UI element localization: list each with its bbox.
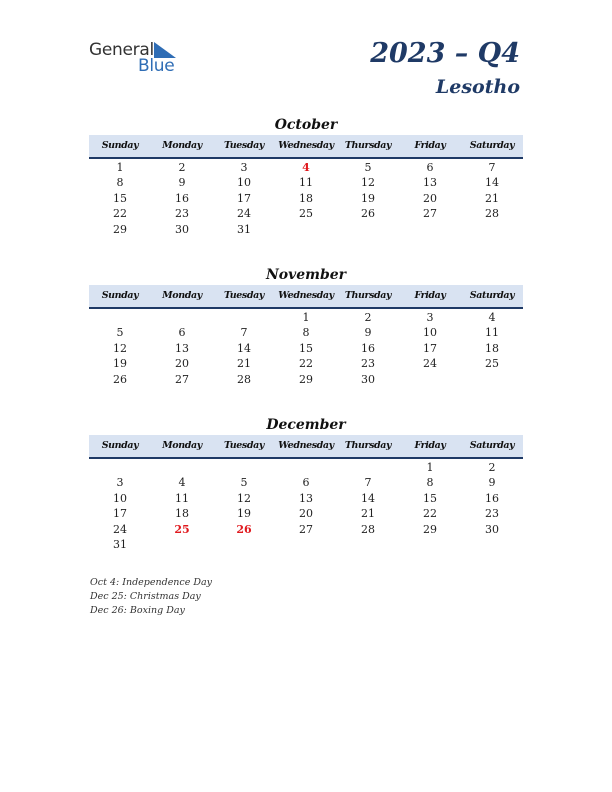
day-cell: 19 xyxy=(361,191,375,205)
day-cell: 22 xyxy=(113,207,127,221)
empty-cell xyxy=(275,537,337,552)
day-cell: 24 xyxy=(113,522,127,536)
month-november xyxy=(89,265,523,387)
day-cell: 23 xyxy=(175,207,189,221)
week-row xyxy=(89,356,523,371)
day-cell: 13 xyxy=(175,341,189,355)
week-row xyxy=(89,175,523,190)
month-title: November xyxy=(265,267,347,283)
weekday-header xyxy=(89,285,523,309)
week-row xyxy=(89,341,523,356)
week-row xyxy=(89,191,523,206)
day-cell: 25 xyxy=(485,357,499,371)
day-cell: 10 xyxy=(423,326,437,340)
month-october xyxy=(89,115,523,237)
day-cell: 13 xyxy=(423,176,437,190)
weekday-label: Saturday xyxy=(469,290,515,301)
page-title: 2023 – Q4 xyxy=(370,38,520,69)
logo-text-general: General xyxy=(89,40,154,60)
week-row xyxy=(89,325,523,340)
day-cell: 27 xyxy=(299,522,313,536)
day-cell: 16 xyxy=(485,491,499,505)
empty-cell xyxy=(337,460,399,475)
day-cell: 28 xyxy=(485,207,499,221)
day-cell: 23 xyxy=(485,507,499,521)
day-cell: 5 xyxy=(116,326,124,340)
day-cell: 5 xyxy=(364,161,372,174)
empty-cell xyxy=(151,310,213,325)
day-cell: 14 xyxy=(237,341,251,355)
day-cell: 16 xyxy=(175,191,189,205)
empty-cell xyxy=(461,372,523,387)
day-cell: 12 xyxy=(361,176,375,190)
weekday-label: Wednesday xyxy=(278,140,334,151)
empty-cell xyxy=(337,537,399,552)
day-cell: 4 xyxy=(488,311,496,324)
weekday-label: Thursday xyxy=(344,140,392,151)
day-cell: 9 xyxy=(364,326,372,340)
day-cell: 23 xyxy=(361,357,375,371)
month-title: December xyxy=(266,417,346,433)
day-cell: 7 xyxy=(240,326,248,340)
weekday-label: Monday xyxy=(162,290,202,301)
empty-cell xyxy=(89,460,151,475)
day-cell: 13 xyxy=(299,491,313,505)
day-cell: 28 xyxy=(237,372,251,386)
weekday-label: Thursday xyxy=(344,440,392,451)
day-cell: 17 xyxy=(237,191,251,205)
day-cell: 21 xyxy=(237,357,251,371)
day-cell: 18 xyxy=(485,341,499,355)
day-cell: 6 xyxy=(302,476,310,490)
weekday-label: Sunday xyxy=(101,140,139,151)
day-cell: 2 xyxy=(364,311,372,324)
empty-cell xyxy=(399,537,461,552)
day-cell: 29 xyxy=(299,372,313,386)
day-cell: 2 xyxy=(488,461,496,474)
day-cell: 16 xyxy=(361,341,375,355)
day-cell: 26 xyxy=(113,372,127,386)
weekday-label: Sunday xyxy=(101,440,139,451)
empty-cell xyxy=(275,222,337,237)
empty-cell xyxy=(151,537,213,552)
country-name: Lesotho xyxy=(435,76,520,98)
day-cell: 10 xyxy=(113,491,127,505)
day-cell: 7 xyxy=(364,476,372,490)
weekday-header xyxy=(89,135,523,159)
day-cell: 9 xyxy=(488,476,496,490)
day-cell: 1 xyxy=(426,461,434,474)
day-cell: 20 xyxy=(175,357,189,371)
empty-cell xyxy=(461,222,523,237)
month-days xyxy=(89,310,523,387)
weekday-label: Friday xyxy=(414,440,446,451)
day-cell: 6 xyxy=(426,161,434,174)
month-title: October xyxy=(274,117,338,133)
empty-cell xyxy=(213,460,275,475)
day-cell: 4 xyxy=(302,161,310,174)
day-cell: 31 xyxy=(113,537,127,551)
day-cell: 15 xyxy=(299,341,313,355)
day-cell: 11 xyxy=(299,176,313,190)
day-cell: 22 xyxy=(423,507,437,521)
day-cell: 12 xyxy=(113,341,127,355)
empty-cell xyxy=(399,222,461,237)
day-cell: 22 xyxy=(299,357,313,371)
day-cell: 3 xyxy=(240,161,248,174)
day-cell: 24 xyxy=(237,207,251,221)
day-cell: 19 xyxy=(113,357,127,371)
day-cell: 29 xyxy=(113,222,127,236)
holiday-note: Oct 4: Independence Day xyxy=(90,577,213,588)
holiday-note: Dec 25: Christmas Day xyxy=(90,591,201,602)
month-december xyxy=(89,415,523,552)
empty-cell xyxy=(461,537,523,552)
empty-cell xyxy=(337,222,399,237)
day-cell: 3 xyxy=(426,311,434,324)
weekday-label: Wednesday xyxy=(278,440,334,451)
week-row xyxy=(89,222,523,237)
empty-cell xyxy=(213,310,275,325)
generalblue-logo xyxy=(89,40,189,76)
day-cell: 26 xyxy=(361,207,375,221)
day-cell: 20 xyxy=(299,507,313,521)
day-cell: 17 xyxy=(113,507,127,521)
day-cell: 19 xyxy=(237,507,251,521)
empty-cell xyxy=(275,460,337,475)
week-row xyxy=(89,522,523,537)
empty-cell xyxy=(213,537,275,552)
day-cell: 9 xyxy=(178,176,186,190)
day-cell: 25 xyxy=(299,207,313,221)
day-cell: 21 xyxy=(361,507,375,521)
day-cell: 24 xyxy=(423,357,437,371)
day-cell: 2 xyxy=(178,161,186,174)
weekday-header xyxy=(89,435,523,459)
empty-cell xyxy=(399,372,461,387)
day-cell: 15 xyxy=(113,191,127,205)
empty-cell xyxy=(89,310,151,325)
day-cell: 10 xyxy=(237,176,251,190)
day-cell: 20 xyxy=(423,191,437,205)
week-row xyxy=(89,160,523,175)
weekday-label: Monday xyxy=(162,440,202,451)
logo-text-blue: Blue xyxy=(138,56,175,76)
day-cell: 17 xyxy=(423,341,437,355)
day-cell: 12 xyxy=(237,491,251,505)
day-cell: 21 xyxy=(485,191,499,205)
day-cell: 14 xyxy=(361,491,375,505)
day-cell: 8 xyxy=(426,476,434,490)
day-cell: 31 xyxy=(237,222,251,236)
day-cell: 15 xyxy=(423,491,437,505)
week-row xyxy=(89,491,523,506)
week-row xyxy=(89,460,523,475)
day-cell: 27 xyxy=(423,207,437,221)
week-row xyxy=(89,206,523,221)
day-cell: 18 xyxy=(175,507,189,521)
day-cell: 18 xyxy=(299,191,313,205)
day-cell: 1 xyxy=(116,161,124,174)
holiday-notes xyxy=(90,576,212,618)
day-cell: 30 xyxy=(361,372,375,386)
day-cell: 8 xyxy=(116,176,124,190)
day-cell: 6 xyxy=(178,326,186,340)
day-cell: 27 xyxy=(175,372,189,386)
day-cell: 11 xyxy=(175,491,189,505)
day-cell: 4 xyxy=(178,476,186,490)
week-row xyxy=(89,475,523,490)
day-cell: 28 xyxy=(361,522,375,536)
month-days xyxy=(89,160,523,237)
week-row xyxy=(89,537,523,552)
day-cell: 14 xyxy=(485,176,499,190)
day-cell: 1 xyxy=(302,311,310,324)
weekday-label: Tuesday xyxy=(223,440,264,451)
weekday-label: Thursday xyxy=(344,290,392,301)
day-cell: 30 xyxy=(175,222,189,236)
weekday-label: Friday xyxy=(414,290,446,301)
day-cell: 3 xyxy=(116,476,124,490)
empty-cell xyxy=(151,460,213,475)
weekday-label: Wednesday xyxy=(278,290,334,301)
day-cell: 30 xyxy=(485,522,499,536)
week-row xyxy=(89,310,523,325)
day-cell: 11 xyxy=(485,326,499,340)
day-cell: 8 xyxy=(302,326,310,340)
day-cell: 7 xyxy=(488,161,496,174)
weekday-label: Monday xyxy=(162,140,202,151)
week-row xyxy=(89,372,523,387)
weekday-label: Friday xyxy=(414,140,446,151)
weekday-label: Sunday xyxy=(101,290,139,301)
day-cell: 29 xyxy=(423,522,437,536)
weekday-label: Tuesday xyxy=(223,290,264,301)
day-cell: 26 xyxy=(236,522,252,536)
day-cell: 25 xyxy=(174,522,190,536)
month-days xyxy=(89,460,523,552)
day-cell: 5 xyxy=(240,476,248,490)
weekday-label: Tuesday xyxy=(223,140,264,151)
holiday-note: Dec 26: Boxing Day xyxy=(90,605,185,616)
weekday-label: Saturday xyxy=(469,440,515,451)
week-row xyxy=(89,506,523,521)
weekday-label: Saturday xyxy=(469,140,515,151)
